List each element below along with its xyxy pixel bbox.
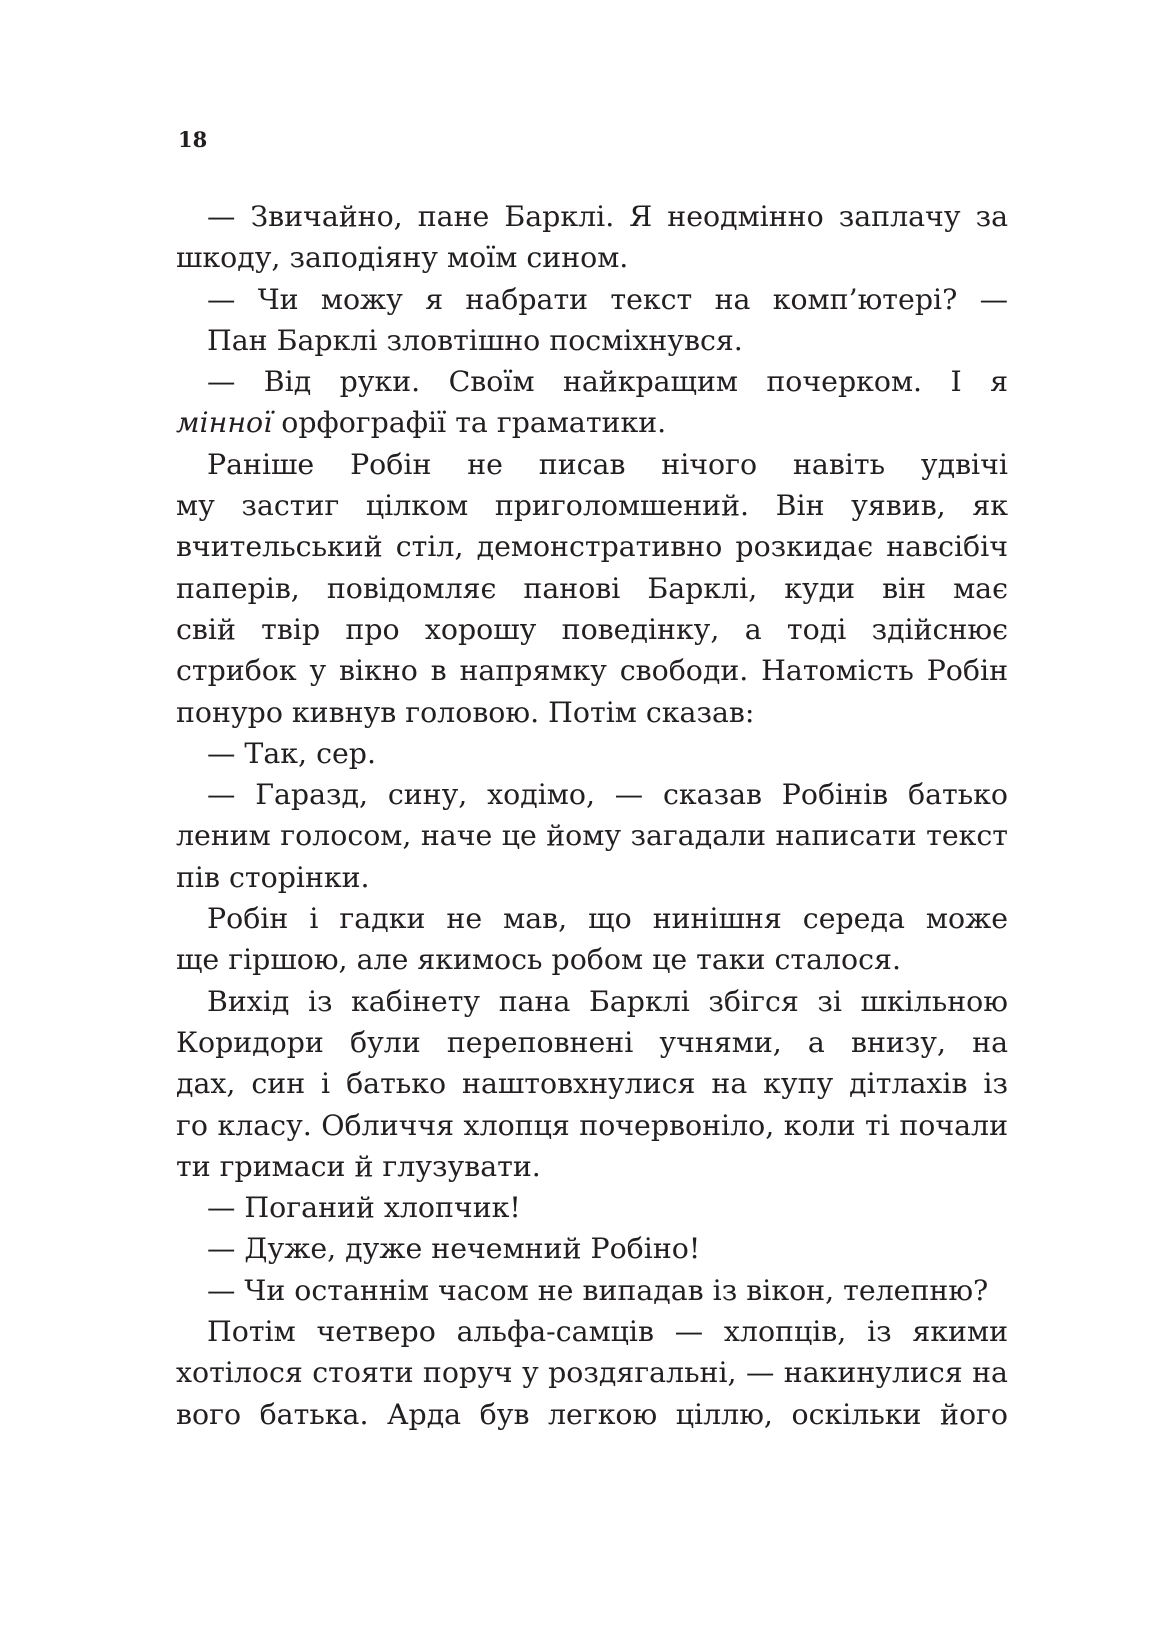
- text-segment: шкоду, заподіяну моїм сином.: [176, 241, 629, 275]
- text-line: [176, 444, 1008, 485]
- text-line: [176, 1311, 1008, 1352]
- text-line: [176, 815, 1008, 856]
- text-line: [176, 1022, 1008, 1063]
- text-segment: ти гримаси й глузувати.: [176, 1149, 541, 1183]
- text-segment: леним голосом, наче це йому загадали написати текст: [176, 819, 1008, 853]
- text-segment: — Звичайно, пане Барклі. Я неодмінно заплачу за: [207, 200, 1008, 233]
- text-line: [176, 609, 1008, 650]
- text-segment: — Дуже, дуже нечемний Робіно!: [207, 1232, 701, 1266]
- text-segment: ще гіршою, але якимось робом це таки сталося.: [176, 943, 901, 977]
- text-segment: вчительський стіл, демонстративно розкидає навсібіч: [176, 530, 1008, 564]
- text-line: [176, 361, 1008, 402]
- text-line: [176, 1146, 1008, 1187]
- text-line: [176, 279, 1008, 320]
- text-segment: Робін і гадки не мав, що нинішня середа може: [207, 902, 1008, 936]
- text-segment: орфографії та граматики.: [272, 406, 667, 440]
- text-line: [176, 1270, 1008, 1311]
- text-segment: Коридори були переповнені учнями, а внизу, на: [176, 1025, 1008, 1059]
- text-segment: — Поганий хлопчик!: [207, 1191, 521, 1225]
- text-segment: — Від руки. Своїм найкращим почерком. І я: [207, 365, 1008, 399]
- text-segment: вого батька. Арда був легкою ціллю, оскільки його: [176, 1397, 1008, 1431]
- text-segment: свій твір про хорошу поведінку, а тоді здійснює: [176, 612, 1008, 646]
- text-segment: понуро кивнув головою. Потім сказав:: [176, 695, 755, 729]
- text-segment: Раніше Робін не писав нічого навіть удвічі: [207, 447, 1008, 481]
- text-line: [176, 1063, 1008, 1104]
- text-line: [176, 196, 1008, 237]
- text-line: [176, 981, 1008, 1022]
- text-line: [176, 939, 1008, 980]
- text-segment: пів сторінки.: [176, 860, 370, 894]
- text-line: [176, 237, 1008, 278]
- text-segment: Потім четверо альфа-самців — хлопців, із якими: [207, 1315, 1008, 1349]
- text-line: [176, 898, 1008, 939]
- text-segment: — Так, сер.: [207, 736, 376, 770]
- text-segment: хотілося стояти поруч у роздягальні, — накинулися на: [176, 1356, 1008, 1390]
- text-segment: — Чи можу я набрати текст на комп’ютері? —: [207, 282, 1008, 316]
- text-line: [176, 402, 1008, 443]
- italic-text: мінної: [176, 406, 273, 440]
- text-line: [176, 526, 1008, 567]
- text-line: [176, 1352, 1008, 1393]
- body-text: [176, 196, 1008, 1435]
- text-line: [176, 320, 1008, 361]
- text-segment: — Гаразд, сину, ходімо, — сказав Робінів батько: [207, 778, 1008, 812]
- text-line: [176, 733, 1008, 774]
- text-segment: Пан Барклі зловтішно посміхнувся.: [207, 323, 743, 357]
- text-line: [176, 568, 1008, 609]
- text-line: [176, 1187, 1008, 1228]
- text-segment: стрибок у вікно в напрямку свободи. Натомість Робін: [176, 654, 1008, 688]
- text-line: [176, 1105, 1008, 1146]
- page-number: 18: [178, 127, 208, 152]
- text-segment: го класу. Обличчя хлопця почервоніло, коли ті почали: [176, 1108, 1008, 1142]
- text-segment: Вихід із кабінету пана Барклі збігся зі шкільною: [207, 984, 1008, 1018]
- text-segment: дах, син і батько наштовхнулися на купу дітлахів із: [176, 1067, 1008, 1101]
- text-segment: паперів, повідомляє панові Барклі, куди він має: [176, 571, 1008, 605]
- text-line: [176, 1228, 1008, 1269]
- text-line: [176, 857, 1008, 898]
- text-line: [176, 485, 1008, 526]
- text-line: [176, 774, 1008, 815]
- text-line: [176, 1394, 1008, 1435]
- text-line: [176, 650, 1008, 691]
- text-segment: му застиг цілком приголомшений. Він уявив, як: [176, 489, 1008, 523]
- text-segment: — Чи останнім часом не випадав із вікон, телепню?: [207, 1273, 989, 1307]
- text-line: [176, 692, 1008, 733]
